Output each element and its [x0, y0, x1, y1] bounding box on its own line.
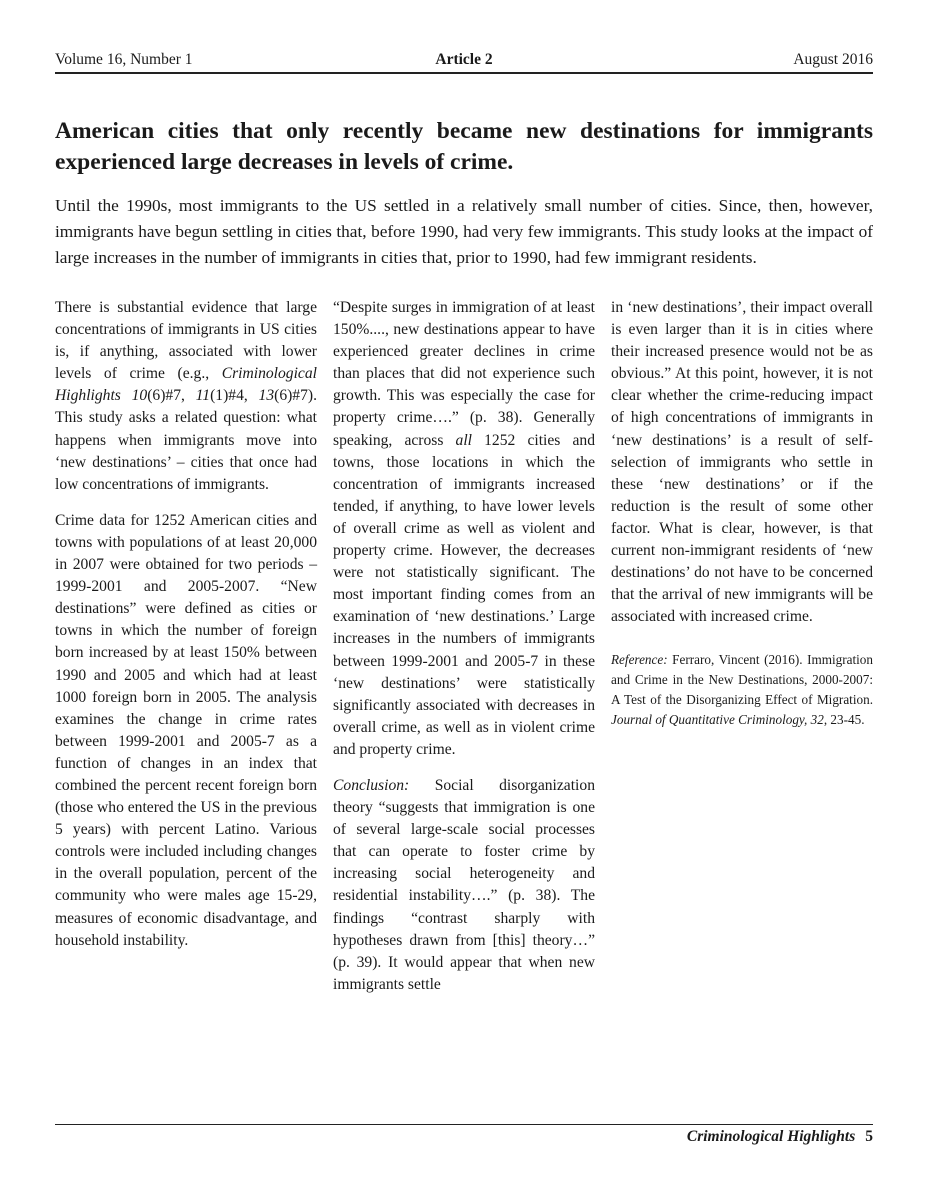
header-rule — [55, 72, 873, 74]
running-footer — [687, 1128, 873, 1146]
journal-citation: Criminological Highlights — [55, 365, 317, 405]
paragraph: There is substantial evidence that large concentrations of immigrants in US cities is, if anything, associated with lower levels of crime (e.g., Criminological Highlights 10(6)#7, 11(1)#4, 13(6)#7). This study asks a related question: what happens when immigrants move into ‘new destinations’ – cities that once had low concentrations of immigrants. — [55, 299, 317, 493]
footer-rule — [55, 1124, 873, 1125]
reference: Reference: Ferraro, Vincent (2016). Immigration and Crime in the New Destinations, 2000-2007: A Test of the Disorganizing Effect of Migration. Journal of Quantitative Criminology, 32, 23-45. — [611, 652, 873, 728]
reference-label: Reference: — [611, 652, 668, 668]
paragraph: Crime data for 1252 American cities and towns with populations of at least 20,000 in 2007 were obtained for two periods – 1999-2001 and 2005-2007. “New destinations” were defined as cities or towns in which the number of foreign born increased by at least 150% between 1990 and 2005 and which had at least 1000 foreign born in 2005. The analysis examines the change in crime rates between 1999-2001 and 2005-7 as a function of changes in an index that combined the percent recent foreign born (those who entered the US in the previous 5 years) with percent Latino. Various controls were included including changes in the overall population, percent of the community who were males age 15-29, measures of economic disadvantage, and household instability. — [55, 511, 318, 949]
running-header — [55, 51, 873, 71]
page-number: 5 — [865, 1128, 873, 1145]
article-intro: Until the 1990s, most immigrants to the US settled in a relatively small number of cities. Since, then, however, immigrants have begun settling in cities that, before 1990, had very few immigrants. This study looks at the impact of large increases in the number of immigrants in cities that, prior to 1990, had few immigrant residents. — [55, 196, 873, 267]
article-number: Article 2 — [435, 51, 493, 68]
conclusion-label: Conclusion: — [333, 776, 410, 794]
column-3 — [611, 297, 873, 744]
column-2 — [333, 297, 595, 1010]
issue-date: August 2016 — [793, 51, 873, 68]
column-1 — [55, 297, 317, 966]
reference-journal: Journal of Quantitative Criminology, 32 — [611, 712, 824, 728]
conclusion-paragraph: Conclusion: Social disorganization theory “suggests that immigration is one of several large-scale social processes that can operate to foster crime by increasing social heterogeneity and residential instability….” (p. 38). The findings “contrast sharply with hypotheses drawn from [this] theory…” (p. 39). It would appear that when new immigrants settle — [333, 776, 595, 993]
footer-journal: Criminological Highlights — [686, 1128, 856, 1145]
volume-number: Volume 16, Number 1 — [55, 51, 193, 68]
article-title: American cities that only recently became new destinations for immigrants experienced large decreases in levels of crime. — [55, 118, 873, 175]
paragraph: in ‘new destinations’, their impact overall is even larger than it is in cities where their increased presence would not be as obvious.” At this point, however, it is not clear whether the crime-reducing impact of high concentrations of immigrants in ‘new destinations’ is a result of self-selection of immigrants who settle in these ‘new destinations’ or if the reduction is the result of some other factor. What is clear, however, is that current non-immigrant residents of ‘new destinations’ do not have to be concerned that the arrival of new immigrants will be associated with increased crime. — [611, 299, 873, 626]
paragraph: “Despite surges in immigration of at least 150%...., new destinations appear to have experienced greater declines in crime than places that did not experience such growth. This was especially the case for property crime….” (p. 38). Generally speaking, across all 1252 cities and towns, those locations in which the concentration of immigrants increased tended, if anything, to have lower levels of overall crime as well as violent and property crime. However, the decreases were not statistically significant. The most important finding comes from an examination of ‘new destinations.’ Large increases in the numbers of immigrants between 1999-2001 and 2005-7 in these ‘new destinations’ were statistically significantly associated with decreases in overall crime, as well as in violent crime and property crime. — [333, 299, 595, 758]
